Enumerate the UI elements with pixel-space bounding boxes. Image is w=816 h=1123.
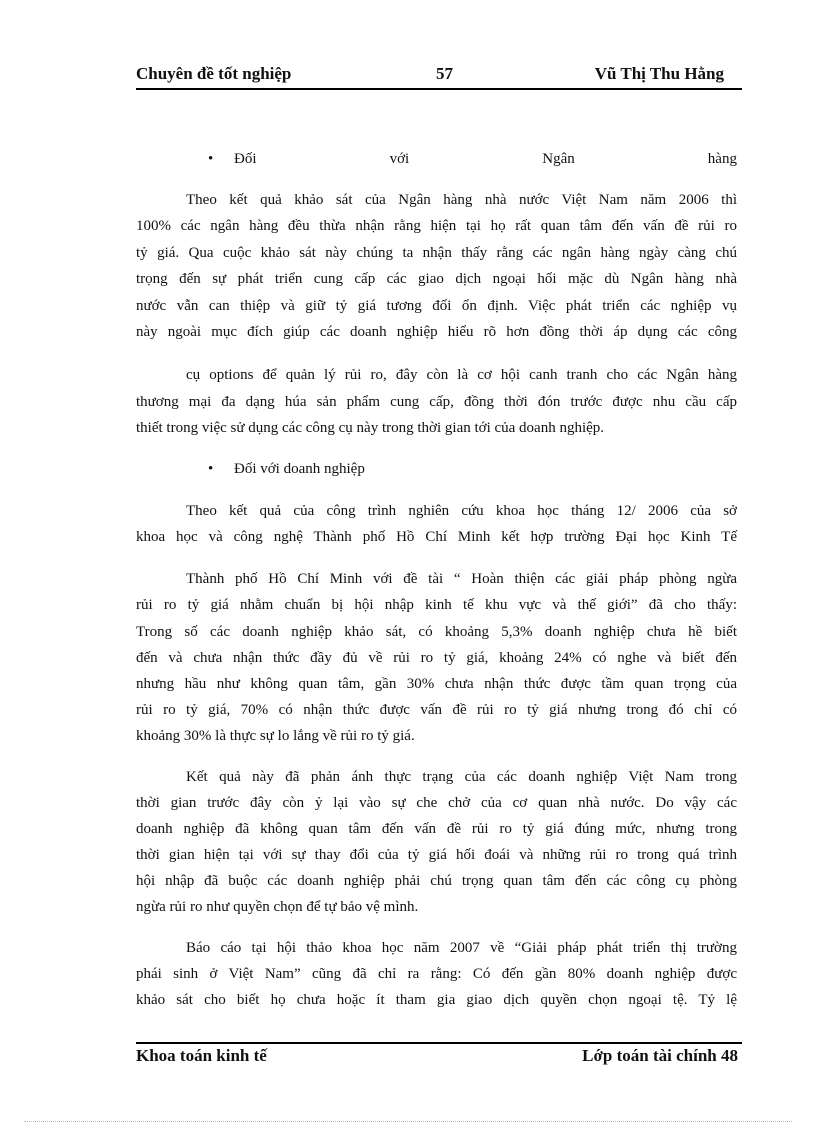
paragraph-line: thương mại đa dạng húa sản phẩm cung cấp, đồng thời đón trước được nhu cầu cấp <box>136 394 737 410</box>
paragraph-line: hội nhập đã buộc các doanh nghiệp phải chú trọng quan tâm đến các công cụ phòng <box>136 873 737 889</box>
header-title: Chuyên đề tốt nghiệp <box>136 64 292 83</box>
heading-word: Ngân <box>542 151 575 167</box>
footer-class: Lớp toán tài chính 48 <box>582 1046 738 1065</box>
paragraph-line: khoảng 30% là thực sự lo lắng về rủi ro tỷ giá. <box>136 728 415 744</box>
page-header <box>136 62 742 90</box>
paragraph-line: 100% các ngân hàng đều thừa nhận rằng hiện tại họ rất quan tâm đến vấn đề rủi ro <box>136 218 737 234</box>
page-edge-divider <box>24 1121 792 1122</box>
paragraph-line: Theo kết quả của công trình nghiên cứu khoa học tháng 12/ 2006 của sở <box>186 503 737 519</box>
footer-rule <box>136 1042 742 1044</box>
paragraph-line: Trong số các doanh nghiệp khảo sát, có khoảng 5,3% doanh nghiệp chưa hề biết <box>136 624 737 640</box>
paragraph-line: ngừa rủi ro như quyền chọn để tự bảo vệ mình. <box>136 899 419 915</box>
paragraph-line: nước vẫn can thiệp và giữ tỷ giá tương đối ổn định. Việc phát triển các nghiệp vụ <box>136 298 737 314</box>
paragraph-line: khoa học và công nghệ Thành phố Hồ Chí Minh kết hợp trường Đại học Kinh Tế <box>136 529 737 545</box>
paragraph-line: đến và chưa nhận thức đầy đủ về rủi ro tỷ giá, khoảng 24% có nghe và biết đến <box>136 650 737 666</box>
paragraph-line: phái sinh ở Việt Nam” cũng đã chỉ ra rằng: Có đến gần 80% doanh nghiệp được <box>136 966 737 982</box>
paragraph-line: Thành phố Hồ Chí Minh với đề tài “ Hoàn thiện các giải pháp phòng ngừa <box>186 571 737 587</box>
paragraph-line: thiết trong việc sử dụng các công cụ này trong thời gian tới của doanh nghiệp. <box>136 420 605 436</box>
bullet-dot <box>208 456 218 466</box>
page-number: 57 <box>436 64 453 83</box>
bullet-heading-enterprise: Đối với doanh nghiệp <box>234 461 365 477</box>
heading-word: với <box>389 151 410 167</box>
paragraph-line: này ngoài mục đích giúp các doanh nghiệp hiểu rõ hơn đồng thời áp dụng các công <box>136 324 737 340</box>
paragraph-line: Báo cáo tại hội thảo khoa học năm 2007 về “Giải pháp phát triển thị trường <box>186 940 737 956</box>
footer-faculty: Khoa toán kinh tế <box>136 1046 267 1065</box>
bullet-dot <box>208 146 218 156</box>
bullet-heading-bank <box>234 146 737 172</box>
paragraph-line: rủi ro tỷ giá, 70% có nhận thức được vấn đề rủi ro tỷ giá nhưng trong đó chỉ có <box>136 702 737 718</box>
paragraph-line: nhưng hầu như không quan tâm, gần 30% chưa nhận thức được tầm quan trọng của <box>136 676 737 692</box>
paragraph-line: thời gian trước đây còn ỷ lại vào sự che chở của cơ quan nhà nước. Do vậy các <box>136 795 737 811</box>
heading-word: Đối <box>234 151 257 167</box>
paragraph-line: cụ options để quản lý rủi ro, đây còn là cơ hội canh tranh cho các Ngân hàng <box>186 367 737 383</box>
paragraph-line: thời gian hiện tại với sự thay đổi của tỷ giá hối đoái và những rủi ro trong quá trình <box>136 847 737 863</box>
paragraph-line: trọng đến sự phát triển cung cấp các giao dịch ngoại hối mặc dù Ngân hàng nhà <box>136 271 737 287</box>
header-author: Vũ Thị Thu Hằng <box>594 64 724 83</box>
heading-word: hàng <box>707 151 737 167</box>
paragraph-line: Theo kết quả khảo sát của Ngân hàng nhà nước Việt Nam năm 2006 thì <box>186 192 737 208</box>
page-footer <box>136 1046 742 1070</box>
paragraph-line: rủi ro tỷ giá nhằm chuẩn bị hội nhập kinh tế khu vực và thế giới” đã cho thấy: <box>136 597 737 613</box>
paragraph-line: tỷ giá. Qua cuộc khảo sát này chúng ta nhận thấy rằng các ngân hàng ngày càng chú <box>136 245 737 261</box>
paragraph-line: khảo sát cho biết họ chưa hoặc ít tham gia giao dịch quyền chọn ngoại tệ. Tỷ lệ <box>136 992 737 1008</box>
paragraph-line: doanh nghiệp đã không quan tâm đến vấn đề rủi ro tỷ giá đúng mức, nhưng trong <box>136 821 737 837</box>
paragraph-line: Kết quả này đã phản ánh thực trạng của các doanh nghiệp Việt Nam trong <box>186 769 737 785</box>
